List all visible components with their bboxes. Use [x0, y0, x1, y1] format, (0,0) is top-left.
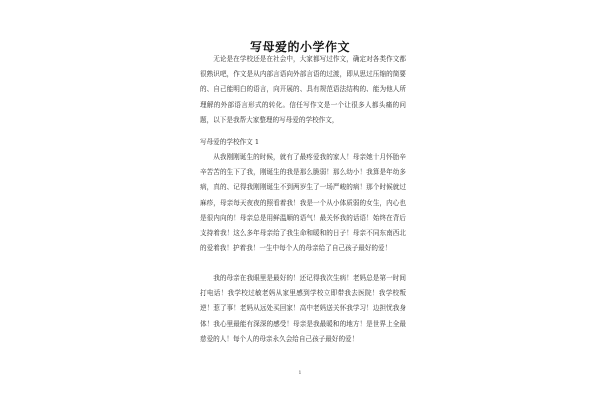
- document-title: 写母爱的小学作文: [249, 40, 350, 54]
- body-paragraph-2: 我的母亲在我眼里是最好的！还记得我次生病！老妈总是第一时间打电话！我学校过敏老妈从家里感到学校立即带我去医院！我学校叛逆！惹了事！老妈从远处买回家！高中老妈送关怀我学习！边担忧我身体！我心里最能有深深的感受！母亲是我最暖和的地方！是世界上全最慈爱的人！每个人的母亲永久会给自己孩子最好的爱！: [200, 274, 406, 343]
- body-paragraph-1: 从我刚刚诞生的时候，就有了最疼爱我的家人！母亲她十月怀胎辛辛苦苦的生下了我，刚诞生的我是那么脆弱！那么幼小！我算是年幼多病，真的、记得我刚刚诞生不到两岁生了一场严峻的病！那个时候就过麻疹，母亲每天夜夜的照看着我！我是一个从小体质弱的女生，内心也是很内向的！母亲总是用鲜温顺的语气！最关怀我的话语！始终在背后支持着我！这么多年母亲给了我生命和暖和的日子！母亲不同东南西北的爱着我！护着我！一生中每个人的母亲给了自己孩子最好的爱！: [200, 153, 406, 253]
- section-heading: 写母爱的学校作文 1: [200, 138, 260, 146]
- page-number: 1: [298, 370, 302, 376]
- intro-paragraph: 无论是在学校还是在社会中，大家都写过作文，确定对各类作文都很熟识吧，作文是从内部言语向外部言语的过渡，即从思过压缩的简要的、自己能明白的语言，向开展的、具有规范语法结构的、能为他人所理解的外部语言形式的转化。信任写作文是一个让很多人都头痛的问题，以下是我帮大家整理的写母爱的学校作文，: [200, 55, 406, 124]
